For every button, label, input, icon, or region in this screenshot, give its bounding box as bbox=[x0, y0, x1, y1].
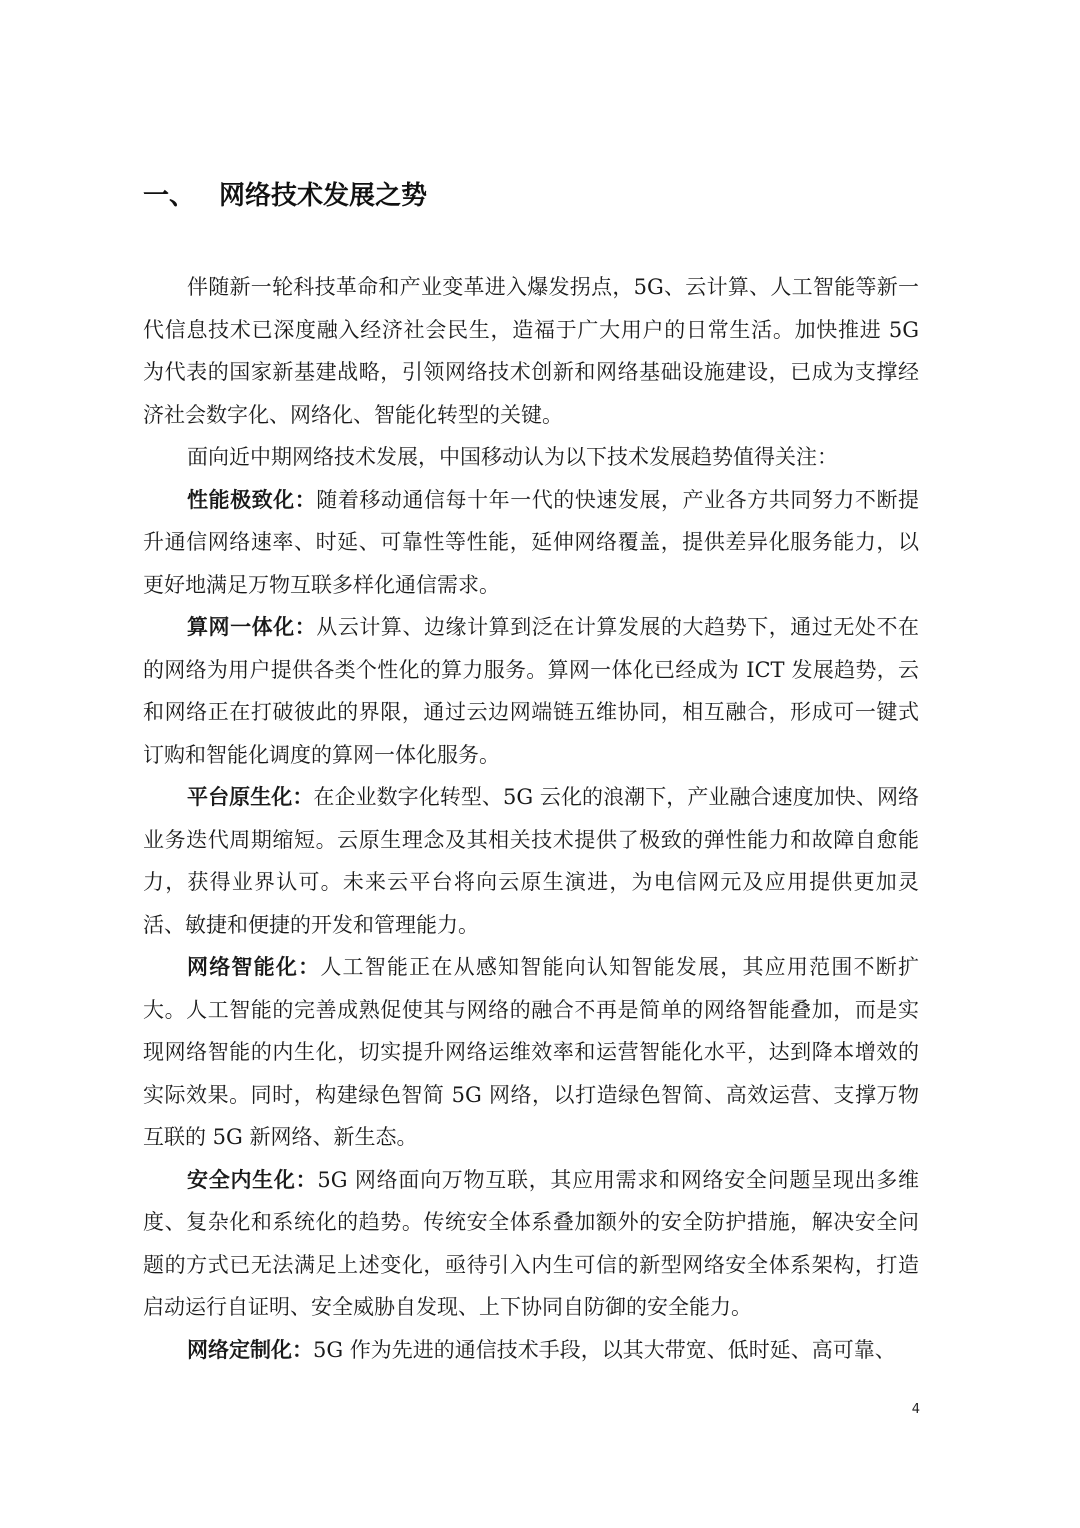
trend-term: 安全内生化： bbox=[187, 1167, 318, 1192]
paragraph-text: 人工智能正在从感知智能向认知智能发展，其应用范围不断扩大。人工智能的完善成熟促使其与网络的融合不再是简单的网络智能叠加，而是实现网络智能的内生化，切实提升网络运维效率和运营智能化水平，达到降本增效的实际效果。同时，构建绿色智简 5G 网络，以打造绿色智简、高效运营、支撑万物互联的 5G 新网络、新生态。 bbox=[143, 955, 919, 1149]
paragraph-cloud-native bbox=[143, 776, 919, 946]
paragraph-text: 5G 网络面向万物互联，其应用需求和网络安全问题呈现出多维度、复杂化和系统化的趋势。传统安全体系叠加额外的安全防护措施，解决安全问题的方式已无法满足上述变化，亟待引入内生可信的新型网络安全体系架构，打造启动运行自证明、安全威胁自发现、上下协同自防御的安全能力。 bbox=[143, 1167, 920, 1319]
paragraph-customization bbox=[143, 1329, 919, 1372]
section-heading bbox=[143, 176, 427, 216]
page-number: 4 bbox=[911, 1402, 920, 1417]
paragraph-text: 随着移动通信每十年一代的快速发展，产业各方共同努力不断提升通信网络速率、时延、可靠性等性能，延伸网络覆盖，提供差异化服务能力，以更好地满足万物互联多样化通信需求。 bbox=[143, 487, 920, 597]
trend-term: 网络定制化： bbox=[187, 1337, 313, 1362]
paragraph-performance bbox=[143, 479, 919, 607]
body-text bbox=[143, 266, 919, 1371]
section-title: 网络技术发展之势 bbox=[219, 181, 428, 211]
paragraph-intro bbox=[143, 266, 919, 436]
paragraph-compute-network bbox=[143, 606, 919, 776]
trend-term: 性能极致化： bbox=[187, 487, 317, 512]
paragraph-text: 在企业数字化转型、5G 云化的浪潮下，产业融合速度加快、网络业务迭代周期缩短。云原生理念及其相关技术提供了极致的弹性能力和故障自愈能力，获得业界认可。未来云平台将向云原生演进，为电信网元及应用提供更加灵活、敏捷和便捷的开发和管理能力。 bbox=[143, 785, 920, 937]
paragraph-intelligence bbox=[143, 946, 919, 1159]
section-number: 一、 bbox=[143, 181, 196, 211]
trend-term: 算网一体化： bbox=[187, 615, 317, 639]
paragraph-security bbox=[143, 1159, 919, 1329]
paragraph-trends-lead bbox=[143, 436, 919, 479]
paragraph-text: 5G 作为先进的通信技术手段，以其大带宽、低时延、高可靠、 bbox=[313, 1337, 896, 1362]
trend-term: 网络智能化： bbox=[187, 955, 321, 979]
paragraph-text: 从云计算、边缘计算到泛在计算发展的大趋势下，通过无处不在的网络为用户提供各类个性化的算力服务。算网一体化已经成为 ICT 发展趋势，云和网络正在打破彼此的界限，通过云边网端链五维协同，相互融合，形成可一键式订购和智能化调度的算网一体化服务。 bbox=[143, 615, 920, 767]
trend-term: 平台原生化： bbox=[187, 785, 314, 809]
paragraph-text: 伴随新一轮科技革命和产业变革进入爆发拐点，5G、云计算、人工智能等新一代信息技术已深度融入经济社会民生，造福于广大用户的日常生活。加快推进 5G 为代表的国家新基建战略，引领网络技术创新和网络基础设施建设，已成为支撑经济社会数字化、网络化、智能化转型的关键。 bbox=[143, 275, 919, 427]
paragraph-text: 面向近中期网络技术发展，中国移动认为以下技术发展趋势值得关注： bbox=[187, 445, 838, 469]
